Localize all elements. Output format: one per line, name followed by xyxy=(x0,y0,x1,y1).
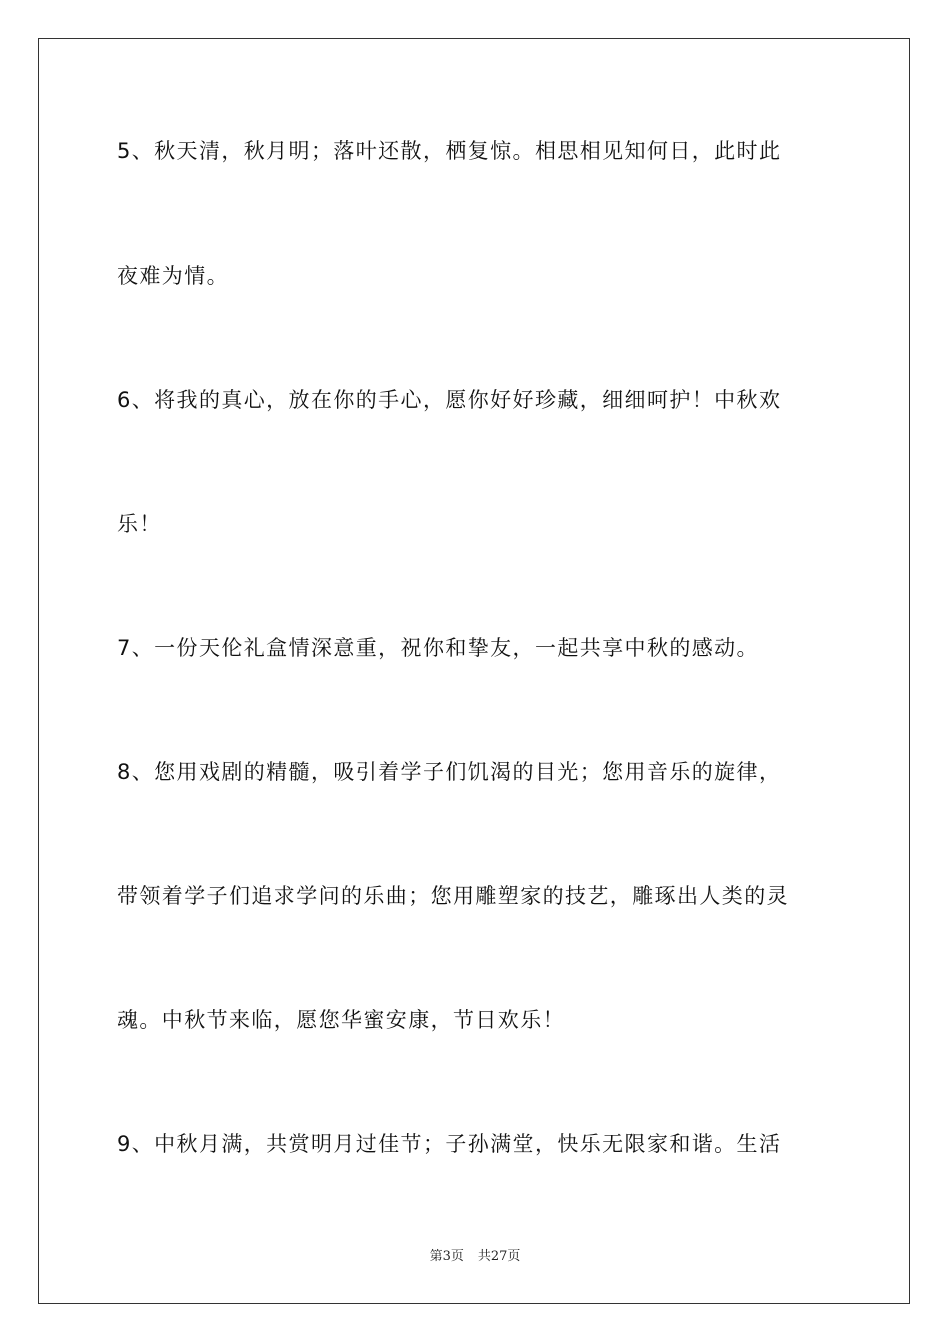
text-line: 5、秋天清，秋月明；落叶还散，栖复惊。相思相见知何日，此时此 xyxy=(117,139,782,163)
text-line: 乐！ xyxy=(117,512,162,536)
text-line: 夜难为情。 xyxy=(117,264,229,288)
text-line: 9、中秋月满，共赏明月过佳节；子孙满堂，快乐无限家和谐。生活 xyxy=(117,1132,782,1156)
text-line: 6、将我的真心，放在你的手心，愿你好好珍藏，细细呵护！中秋欢 xyxy=(117,388,782,412)
text-line: 带领着学子们追求学问的乐曲；您用雕塑家的技艺，雕琢出人类的灵 xyxy=(117,884,789,908)
text-line: 魂。中秋节来临，愿您华蜜安康，节日欢乐！ xyxy=(117,1008,565,1032)
text-line: 7、一份天伦礼盒情深意重，祝你和挚友，一起共享中秋的感动。 xyxy=(117,636,759,660)
page-frame xyxy=(38,38,910,1304)
text-line: 8、您用戏剧的精髓，吸引着学子们饥渴的目光；您用音乐的旋律， xyxy=(117,760,782,784)
total-page-count: 共27页 xyxy=(477,1249,521,1264)
current-page-number: 第3页 xyxy=(429,1249,464,1264)
page-footer xyxy=(0,1248,950,1266)
